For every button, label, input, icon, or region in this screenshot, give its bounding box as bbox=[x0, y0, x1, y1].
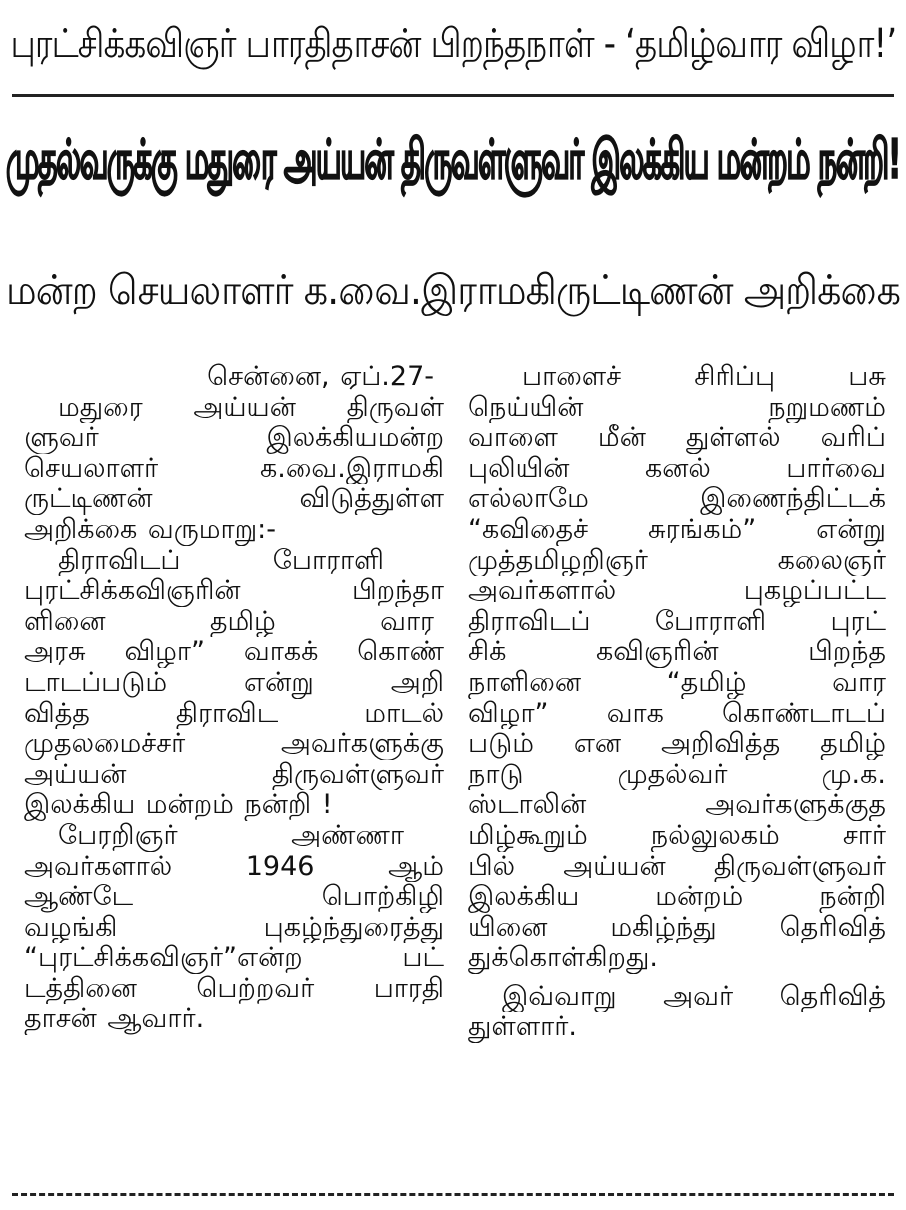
body-line: புரட்சிக்கவிஞரின் பிறந்தா bbox=[24, 576, 444, 607]
body-line: வாளை மீன் துள்ளல் வரிப் bbox=[468, 423, 886, 454]
body-line: ளினை தமிழ் வார bbox=[24, 606, 434, 637]
dateline: சென்னை, ஏப்.27- bbox=[207, 362, 434, 392]
body-line: விழா” வாக கொண்டாடப் bbox=[468, 698, 886, 729]
body-line: அறிக்கை வருமாறு:- bbox=[24, 514, 277, 545]
bottom-dashed-rule bbox=[12, 1193, 894, 1196]
body-line: முதலமைச்சர் அவர்களுக்கு bbox=[24, 729, 444, 760]
body-line: சிக் கவிஞரின் பிறந்த bbox=[468, 637, 886, 668]
body-line: படும் என அறிவித்த தமிழ் bbox=[468, 729, 886, 760]
body-line: டத்தினை பெற்றவர் பாரதி bbox=[24, 973, 444, 1004]
left-column bbox=[24, 362, 444, 1035]
body-line: ளுவர் இலக்கியமன்ற bbox=[24, 423, 444, 454]
body-line: நாடு முதல்வர் மு.க. bbox=[468, 759, 886, 790]
body-line: நெய்யின் நறுமணம் bbox=[468, 392, 886, 423]
subheadline: மன்ற செயலாளர் க.வை.இராமகிருட்டிணன் அறிக்கை bbox=[6, 266, 900, 314]
body-line: மிழ்கூறும் நல்லுலகம் சார் bbox=[468, 820, 886, 851]
body-line: எல்லாமே இணைந்திட்டக் bbox=[468, 484, 886, 515]
body-line: யினை மகிழ்ந்து தெரிவித் bbox=[468, 912, 886, 943]
body-line: துள்ளார். bbox=[468, 1012, 577, 1043]
body-line: அவர்களால் 1946 ஆம் bbox=[24, 851, 444, 882]
body-line: புலியின் கனல் பார்வை bbox=[468, 453, 886, 484]
body-line: நாளினை “தமிழ் வார bbox=[468, 667, 886, 698]
body-line: இலக்கிய மன்றம் நன்றி bbox=[468, 882, 886, 913]
body-line: திராவிடப் போராளி புரட் bbox=[468, 606, 886, 637]
headline: முதல்வருக்கு மதுரை அய்யன் திருவள்ளுவர் இலக்கிய மன்றம் நன்றி! bbox=[6, 127, 900, 191]
body-line: “புரட்சிக்கவிஞர்”என்ற பட் bbox=[24, 943, 444, 974]
right-column bbox=[468, 362, 886, 1043]
body-line: பாளைச் சிரிப்பு பசு bbox=[522, 362, 886, 392]
body-line: அய்யன் திருவள்ளுவர் bbox=[24, 759, 444, 790]
body-line: அவர்களால் புகழப்பட்ட bbox=[468, 576, 886, 607]
body-line: ருட்டிணன் விடுத்துள்ள bbox=[24, 484, 444, 515]
body-line: பேரறிஞர் அண்ணா bbox=[58, 820, 404, 851]
top-rule bbox=[12, 94, 894, 97]
body-line: முத்தமிழறிஞர் கலைஞர் bbox=[468, 545, 886, 576]
body-line: இலக்கிய மன்றம் நன்றி ! bbox=[24, 790, 333, 821]
body-line: டாடப்படும் என்று அறி bbox=[24, 667, 444, 698]
body-line: வித்த திராவிட மாடல் bbox=[24, 698, 444, 729]
body-line: ஸ்டாலின் அவர்களுக்குத bbox=[468, 790, 886, 821]
body-line: துக்கொள்கிறது. bbox=[468, 943, 658, 974]
body-line: இவ்வாறு அவர் தெரிவித் bbox=[502, 981, 886, 1012]
body-line: செயலாளர் க.வை.இராமகி bbox=[24, 453, 444, 484]
kicker-line: புரட்சிக்கவிஞர் பாரதிதாசன் பிறந்தநாள் - ‘தமிழ்வார விழா!’ bbox=[10, 20, 896, 67]
body-line: அரசு விழா” வாகக் கொண் bbox=[24, 637, 444, 668]
body-line: பில் அய்யன் திருவள்ளுவர் bbox=[468, 851, 886, 882]
body-line: ஆண்டே பொற்கிழி bbox=[24, 882, 444, 913]
body-line: மதுரை அய்யன் திருவள் bbox=[58, 392, 444, 423]
body-line: தாசன் ஆவார். bbox=[24, 1004, 205, 1035]
body-line: “கவிதைச் சுரங்கம்” என்று bbox=[468, 514, 886, 545]
body-line: திராவிடப் போராளி bbox=[58, 545, 384, 576]
body-line: வழங்கி புகழ்ந்துரைத்து bbox=[24, 912, 444, 943]
